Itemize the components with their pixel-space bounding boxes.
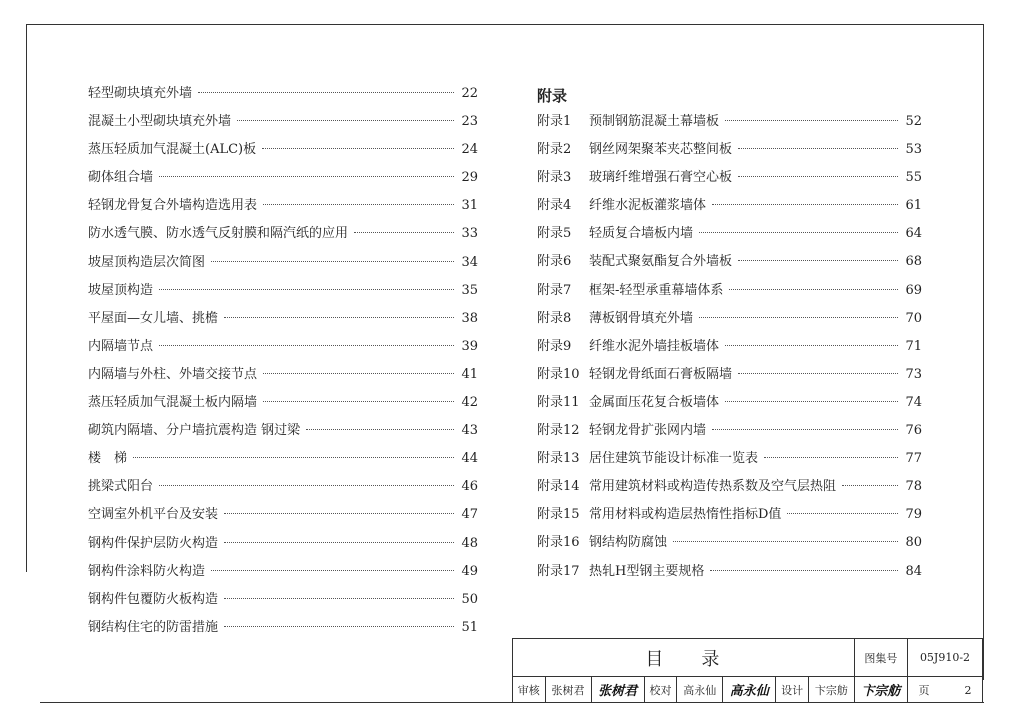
- toc-entry: [88, 419, 478, 447]
- toc-entry-page: 29: [461, 170, 478, 186]
- toc-entry-page: 44: [461, 451, 478, 467]
- title-block: [512, 638, 983, 702]
- toc-entry-title: 热轧H型钢主要规格: [589, 563, 705, 579]
- toc-entry-page: 43: [461, 423, 478, 439]
- toc-entry-page: 74: [905, 394, 922, 410]
- toc-entry: [88, 616, 478, 644]
- checker-signature: 高永仙: [723, 677, 776, 703]
- dotted-leader: [159, 345, 454, 346]
- dotted-leader: [787, 513, 898, 514]
- toc-entry: [537, 419, 922, 447]
- dotted-leader: [738, 260, 898, 261]
- dotted-leader: [842, 485, 898, 486]
- toc-entry-title: 砌筑内隔墙、分户墙抗震构造 钢过梁: [88, 423, 301, 439]
- toc-entry-page: 41: [461, 366, 478, 382]
- toc-entry: [88, 251, 478, 279]
- toc-entry-title: 楼 梯: [88, 451, 128, 467]
- toc-entry-prefix: 附录16: [537, 535, 580, 551]
- toc-entry-prefix: 附录10: [537, 366, 580, 382]
- toc-entry-title: 坡屋顶构造: [88, 282, 154, 298]
- toc-entry: [88, 475, 478, 503]
- toc-entry-page: 49: [461, 563, 478, 579]
- toc-entry: [88, 532, 478, 560]
- dotted-leader: [198, 92, 454, 93]
- reviewer-signature: 张树君: [591, 677, 644, 703]
- toc-entry-page: 84: [905, 563, 922, 579]
- dotted-leader: [699, 317, 898, 318]
- dotted-leader: [262, 148, 454, 149]
- dotted-leader: [159, 289, 454, 290]
- dotted-leader: [263, 204, 454, 205]
- dotted-leader: [224, 513, 454, 514]
- toc-entry-page: 55: [905, 170, 922, 186]
- page-cell: [908, 677, 983, 703]
- dotted-leader: [729, 289, 898, 290]
- toc-entry-page: 24: [461, 142, 478, 158]
- dotted-leader: [764, 457, 898, 458]
- appendix-heading: 附录: [537, 87, 568, 105]
- toc-entry-page: 70: [905, 310, 922, 326]
- toc-entry-prefix: 附录12: [537, 423, 580, 439]
- designer-signature: 卞宗舫: [854, 677, 907, 703]
- toc-entry: [88, 363, 478, 391]
- appendix-list: [537, 110, 922, 588]
- toc-entry-title: 内隔墙与外柱、外墙交接节点: [88, 366, 258, 382]
- dotted-leader: [354, 232, 454, 233]
- toc-entry: [537, 279, 922, 307]
- toc-entry-title: 轻钢龙骨纸面石膏板隔墙: [589, 366, 733, 382]
- toc-entry: [88, 503, 478, 531]
- toc-entry: [537, 363, 922, 391]
- toc-entry: [537, 531, 922, 559]
- dotted-leader: [159, 176, 454, 177]
- dotted-leader: [306, 429, 454, 430]
- toc-entry: [537, 391, 922, 419]
- toc-entry: [537, 250, 922, 278]
- toc-entry-prefix: 附录2: [537, 142, 572, 158]
- toc-entry-title: 空调室外机平台及安装: [88, 507, 219, 523]
- toc-entry-page: 46: [461, 479, 478, 495]
- dotted-leader: [133, 457, 454, 458]
- toc-entry-title: 常用建筑材料或构造传热系数及空气层热阻: [589, 479, 837, 495]
- toc-entry-page: 68: [905, 254, 922, 270]
- toc-entry-page: 38: [461, 310, 478, 326]
- toc-entry-page: 64: [905, 226, 922, 242]
- atlas-number: 05J910-2: [908, 639, 983, 677]
- page-number: 2: [964, 683, 972, 697]
- toc-entry-page: 73: [905, 366, 922, 382]
- toc-entry-prefix: 附录6: [537, 254, 572, 270]
- designer-name: 卞宗舫: [808, 677, 854, 703]
- toc-entry-title: 蒸压轻质加气混凝土板内隔墙: [88, 395, 258, 411]
- toc-entry-prefix: 附录4: [537, 198, 572, 214]
- toc-entry-title: 钢构件包覆防火板构造: [88, 591, 219, 607]
- toc-entry: [537, 307, 922, 335]
- dotted-leader: [738, 176, 898, 177]
- atlas-number-label: 图集号: [854, 639, 907, 677]
- check-label: 校对: [644, 677, 677, 703]
- toc-entry: [88, 279, 478, 307]
- dotted-leader: [224, 598, 454, 599]
- toc-entry-page: 47: [461, 507, 478, 523]
- toc-entry: [88, 307, 478, 335]
- toc-entry-page: 61: [905, 198, 922, 214]
- toc-entry-title: 钢结构住宅的防雷措施: [88, 619, 219, 635]
- toc-entry: [537, 222, 922, 250]
- toc-entry-title: 坡屋顶构造层次简图: [88, 254, 206, 270]
- toc-entry: [88, 222, 478, 250]
- toc-entry: [537, 503, 922, 531]
- dotted-leader: [725, 401, 898, 402]
- toc-entry-page: 34: [461, 254, 478, 270]
- toc-entry-page: 52: [905, 114, 922, 129]
- toc-entry-title: 平屋面—女儿墙、挑檐: [88, 310, 219, 326]
- toc-entry: [537, 335, 922, 363]
- toc-entry-prefix: 附录5: [537, 226, 572, 242]
- dotted-leader: [712, 204, 898, 205]
- toc-entry-prefix: 附录1: [537, 114, 572, 129]
- toc-entry-page: 79: [905, 507, 922, 523]
- toc-entry-page: 22: [461, 86, 478, 101]
- toc-entry-title: 钢结构防腐蚀: [589, 535, 668, 551]
- toc-entry-page: 51: [461, 619, 478, 635]
- toc-entry-title: 砌体组合墙: [88, 170, 154, 186]
- toc-entry-title: 混凝土小型砌块填充外墙: [88, 114, 232, 130]
- toc-entry: [537, 166, 922, 194]
- dotted-leader: [712, 429, 898, 430]
- toc-entry-title: 钢构件保护层防火构造: [88, 535, 219, 551]
- toc-entry: [537, 194, 922, 222]
- toc-entry-page: 78: [905, 479, 922, 495]
- toc-entry-page: 42: [461, 395, 478, 411]
- toc-entry-title: 轻质复合墙板内墙: [589, 226, 694, 242]
- toc-entry-page: 31: [461, 198, 478, 214]
- toc-entry-prefix: 附录3: [537, 170, 572, 186]
- toc-entry-prefix: 附录13: [537, 451, 580, 467]
- toc-entry-prefix: 附录15: [537, 507, 580, 523]
- toc-entry-title: 纤维水泥外墙挂板墙体: [589, 338, 720, 354]
- toc-entry: [88, 588, 478, 616]
- toc-entry: [88, 391, 478, 419]
- dotted-leader: [738, 148, 898, 149]
- toc-entry-title: 钢丝网架聚苯夹芯整间板: [589, 142, 733, 158]
- dotted-leader: [673, 541, 898, 542]
- toc-entry-page: 35: [461, 282, 478, 298]
- toc-entry-page: 80: [905, 535, 922, 551]
- toc-entry-title: 装配式聚氨酯复合外墙板: [589, 254, 733, 270]
- dotted-leader: [738, 373, 898, 374]
- frame-left-border: [26, 24, 27, 572]
- dotted-leader: [224, 317, 454, 318]
- dotted-leader: [710, 570, 898, 571]
- dotted-leader: [725, 345, 898, 346]
- toc-entry-prefix: 附录9: [537, 338, 572, 354]
- dotted-leader: [263, 401, 454, 402]
- toc-entry: [88, 447, 478, 475]
- toc-entry-title: 轻钢龙骨扩张网内墙: [589, 423, 707, 439]
- dotted-leader: [159, 485, 454, 486]
- toc-entry-prefix: 附录17: [537, 563, 580, 579]
- checker-name: 高永仙: [677, 677, 723, 703]
- toc-entry-title: 常用材料或构造层热惰性指标D值: [589, 507, 782, 523]
- toc-entry-title: 金属面压花复合板墙体: [589, 394, 720, 410]
- toc-entry-page: 69: [905, 282, 922, 298]
- toc-entry: [537, 110, 922, 138]
- toc-entry-page: 48: [461, 535, 478, 551]
- toc-entry: [88, 166, 478, 194]
- toc-entry-title: 框架-轻型承重幕墙体系: [589, 282, 724, 298]
- toc-entry-page: 71: [905, 338, 922, 354]
- dotted-leader: [699, 232, 898, 233]
- toc-entry-title: 纤维水泥板灌浆墙体: [589, 198, 707, 214]
- toc-entry-page: 39: [461, 338, 478, 354]
- toc-entry: [88, 194, 478, 222]
- toc-entry-title: 挑梁式阳台: [88, 479, 154, 495]
- toc-entry: [537, 475, 922, 503]
- toc-entry: [537, 447, 922, 475]
- toc-entry-title: 预制钢筋混凝土幕墙板: [589, 114, 720, 129]
- dotted-leader: [224, 542, 454, 543]
- toc-entry-page: 23: [461, 114, 478, 130]
- toc-entry-prefix: 附录8: [537, 310, 572, 326]
- toc-entry: [88, 138, 478, 166]
- sheet-title: 目录: [513, 639, 855, 677]
- design-label: 设计: [776, 677, 809, 703]
- toc-entry: [88, 560, 478, 588]
- toc-entry-page: 77: [905, 451, 922, 467]
- appendix-column: [537, 82, 922, 588]
- toc-entry-page: 33: [461, 226, 478, 242]
- toc-entry-title: 薄板钢骨填充外墙: [589, 310, 694, 326]
- toc-entry-title: 居住建筑节能设计标准一览表: [589, 451, 759, 467]
- toc-entry-title: 轻型砌块填充外墙: [88, 86, 193, 101]
- page-label: 页: [918, 683, 930, 697]
- toc-entry: [88, 110, 478, 138]
- frame-top-border: [26, 24, 984, 25]
- dotted-leader: [224, 626, 454, 627]
- toc-entry-prefix: 附录14: [537, 479, 580, 495]
- dotted-leader: [211, 261, 454, 262]
- dotted-leader: [211, 570, 454, 571]
- dotted-leader: [237, 120, 454, 121]
- toc-entry: [88, 335, 478, 363]
- dotted-leader: [725, 120, 898, 121]
- toc-entry-title: 蒸压轻质加气混凝土(ALC)板: [88, 142, 257, 158]
- toc-entry-title: 玻璃纤维增强石膏空心板: [589, 170, 733, 186]
- toc-entry: [88, 82, 478, 110]
- toc-entry-prefix: 附录11: [537, 394, 580, 410]
- frame-right-border: [983, 24, 984, 680]
- toc-entry-title: 内隔墙节点: [88, 338, 154, 354]
- toc-entry-page: 76: [905, 423, 922, 439]
- toc-entry: [537, 560, 922, 588]
- toc-entry: [537, 138, 922, 166]
- dotted-leader: [263, 373, 454, 374]
- toc-entry-page: 50: [461, 591, 478, 607]
- toc-entry-prefix: 附录7: [537, 282, 572, 298]
- toc-left-column: [88, 82, 478, 644]
- review-label: 审核: [513, 677, 546, 703]
- toc-entry-title: 钢构件涂料防火构造: [88, 563, 206, 579]
- reviewer-name: 张树君: [545, 677, 591, 703]
- toc-entry-title: 轻钢龙骨复合外墙构造选用表: [88, 198, 258, 214]
- toc-entry-title: 防水透气膜、防水透气反射膜和隔汽纸的应用: [88, 226, 349, 242]
- toc-entry-page: 53: [905, 142, 922, 158]
